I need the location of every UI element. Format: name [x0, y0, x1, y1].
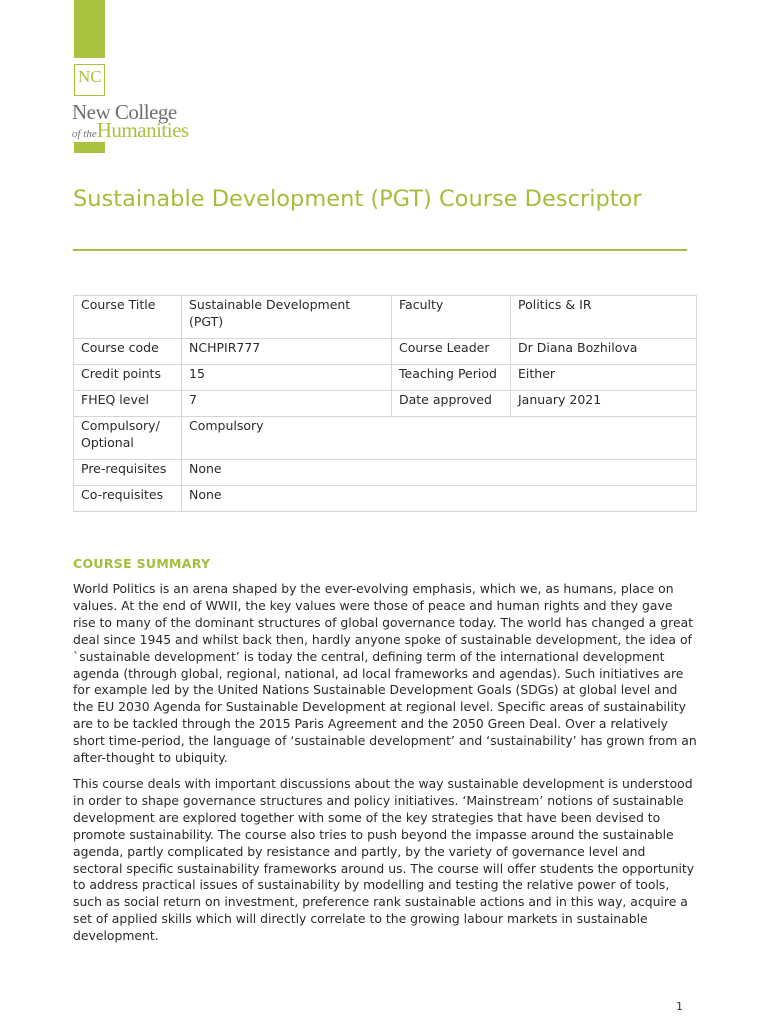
table-row	[74, 417, 697, 460]
course-title-label: Course Title	[74, 296, 182, 339]
course-title-value: Sustainable Development (PGT)	[182, 296, 392, 339]
date-approved-value: January 2021	[511, 391, 697, 417]
logo-bottom-bar	[74, 142, 105, 153]
faculty-label: Faculty	[392, 296, 511, 339]
corequisites-label: Co-requisites	[74, 486, 182, 512]
title-underline	[73, 249, 687, 251]
course-code-label: Course code	[74, 339, 182, 365]
compulsory-value: Compulsory	[182, 417, 697, 460]
logo-humanities: Humanities	[96, 118, 189, 142]
logo-of-the: of the	[72, 128, 97, 140]
prerequisites-label: Pre-requisites	[74, 460, 182, 486]
course-summary-paragraph-2: This course deals with important discussions about the way sustainable development is understood in order to shape governance structures and policy initiatives. ‘Mainstream’ notions of sustainable development are explored together with some of the key strategies that have been devised to promote sustainability. The course also tries to push beyond the impasse around the sustainable agenda, partly complicated by resistance and partly, by the variety of governance level and sectoral specific sustainability frameworks around us. The course will offer students the opportunity to address practical issues of sustainability by modelling and testing the relative power of tools, such as social return on investment, preference rank sustainable actions and in this way, acquire a set of applied skills which will directly correlate to the growing labour markets in sustainable development.	[73, 776, 695, 944]
logo-name-line2	[72, 118, 189, 143]
page-number: 1	[676, 1000, 683, 1013]
course-summary-paragraph-1: World Politics is an arena shaped by the ever-evolving emphasis, which we, as humans, place on values. At the end of WWII, the key values were those of peace and human rights and they gave rise to many of the dominant structures of global governance today. The world has changed a great deal since 1945 and whilst back then, hardly anyone spoke of sustainable development, the idea of `sustainable development’ is today the central, defining term of the international development agenda (through global, regional, national, ad local frameworks and agendas). Such initiatives are for example led by the United Nations Sustainable Development Goals (SDGs) at global level and the EU 2030 Agenda for Sustainable Development at regional level. Specific areas of sustainability are to be tackled through the 2015 Paris Agreement and the 2050 Green Deal. Over a relatively short time-period, the language of ‘sustainable development’ and ‘sustainability’ has grown from an after-thought to ubiquity.	[73, 581, 697, 766]
table-row	[74, 339, 697, 365]
table-row	[74, 365, 697, 391]
faculty-value: Politics & IR	[511, 296, 697, 339]
table-row	[74, 391, 697, 417]
fheq-level-label: FHEQ level	[74, 391, 182, 417]
page-title: Sustainable Development (PGT) Course Descriptor	[73, 186, 642, 212]
teaching-period-value: Either	[511, 365, 697, 391]
course-leader-label: Course Leader	[392, 339, 511, 365]
course-info-table	[73, 295, 697, 512]
logo-monogram-n: NC	[78, 67, 102, 86]
course-leader-value: Dr Diana Bozhilova	[511, 339, 697, 365]
credit-points-label: Credit points	[74, 365, 182, 391]
table-row	[74, 486, 697, 512]
logo-top-bar	[74, 0, 105, 58]
credit-points-value: 15	[182, 365, 392, 391]
logo-monogram	[74, 64, 105, 96]
table-row	[74, 296, 697, 339]
course-summary-heading: COURSE SUMMARY	[73, 556, 211, 571]
compulsory-label: Compulsory/ Optional	[74, 417, 182, 460]
teaching-period-label: Teaching Period	[392, 365, 511, 391]
fheq-level-value: 7	[182, 391, 392, 417]
corequisites-value: None	[182, 486, 697, 512]
college-logo	[72, 0, 212, 158]
logo-name-line1: New College	[72, 100, 177, 124]
prerequisites-value: None	[182, 460, 697, 486]
course-code-value: NCHPIR777	[182, 339, 392, 365]
date-approved-label: Date approved	[392, 391, 511, 417]
table-row	[74, 460, 697, 486]
